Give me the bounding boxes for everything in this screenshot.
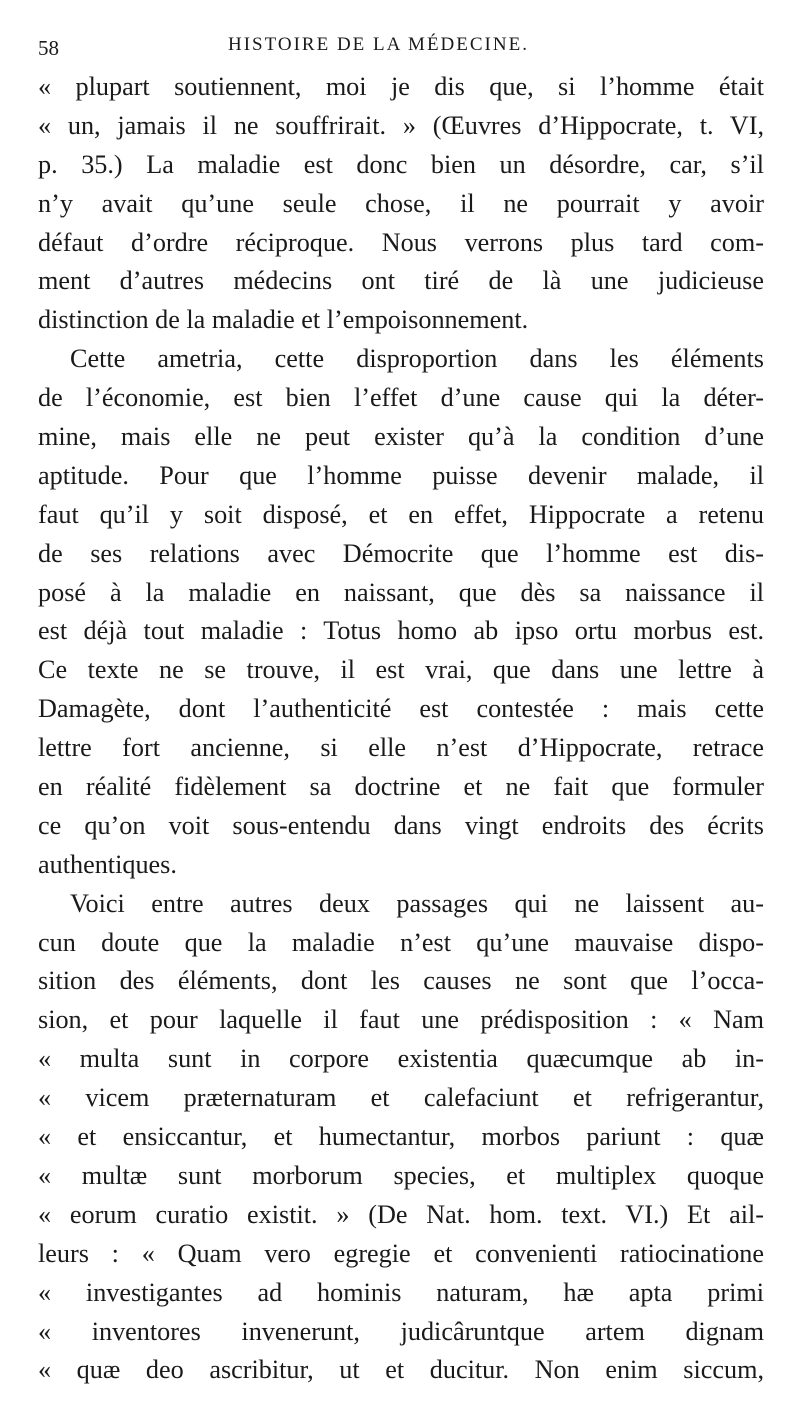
- text-line: sition des éléments, dont les causes ne sont que l’occa-: [38, 966, 764, 996]
- paragraph: [38, 885, 764, 1391]
- text-line: est déjà tout maladie : Totus homo ab ipso ortu morbus est.: [38, 616, 764, 646]
- paragraph: [38, 340, 764, 884]
- text-line: en réalité fidèlement sa doctrine et ne fait que formuler: [38, 772, 764, 802]
- text-line: « eorum curatio existit. » (De Nat. hom. text. VI.) Et ail-: [38, 1199, 764, 1229]
- text-line: « investigantes ad hominis naturam, hæ apta primi: [38, 1277, 764, 1307]
- text-line: cun doute que la maladie n’est qu’une mauvaise dispo-: [38, 927, 764, 957]
- text-line: Cette ametria, cette disproportion dans les éléments: [70, 344, 764, 374]
- text-line: faut qu’il y soit disposé, et en effet, Hippocrate a retenu: [38, 499, 764, 529]
- page-number: 58: [38, 36, 59, 60]
- text-line: sion, et pour laquelle il faut une prédisposition : « Nam: [38, 1005, 764, 1035]
- text-line: « quæ deo ascribitur, ut et ducitur. Non enim siccum,: [38, 1355, 764, 1385]
- text-line: ment d’autres médecins ont tiré de là une judicieuse: [38, 266, 764, 296]
- text-line: authentiques.: [38, 849, 177, 879]
- text-line: « un, jamais il ne souffrirait. » (Œuvres d’Hippocrate, t. VI,: [38, 110, 764, 140]
- text-line: mine, mais elle ne peut exister qu’à la condition d’une: [38, 422, 764, 452]
- paragraph: [38, 68, 764, 340]
- book-page: [38, 28, 764, 1390]
- text-line: « multæ sunt morborum species, et multiplex quoque: [38, 1160, 764, 1190]
- text-line: leurs : « Quam vero egregie et convenienti ratiocinatione: [38, 1238, 764, 1268]
- text-line: n’y avait qu’une seule chose, il ne pourrait y avoir: [38, 188, 764, 218]
- text-line: « plupart soutiennent, moi je dis que, si l’homme était: [38, 72, 764, 101]
- text-line: Voici entre autres deux passages qui ne laissent au-: [70, 888, 764, 918]
- text-line: Damagète, dont l’authenticité est contestée : mais cette: [38, 694, 764, 724]
- text-line: lettre fort ancienne, si elle n’est d’Hippocrate, retrace: [38, 733, 764, 763]
- text-line: « multa sunt in corpore existentia quæcumque ab in-: [38, 1044, 764, 1074]
- text-line: « inventores invenerunt, judicâruntque artem dignam: [38, 1316, 764, 1346]
- body-text: [38, 68, 764, 1390]
- text-line: posé à la maladie en naissant, que dès sa naissance il: [38, 577, 764, 607]
- text-line: aptitude. Pour que l’homme puisse devenir malade, il: [38, 460, 764, 490]
- text-line: « et ensiccantur, et humectantur, morbos pariunt : quæ: [38, 1122, 764, 1152]
- running-head: [38, 28, 764, 68]
- text-line: p. 35.) La maladie est donc bien un désordre, car, s’il: [38, 149, 764, 179]
- running-title: HISTOIRE DE LA MÉDECINE.: [228, 34, 529, 55]
- text-line: distinction de la maladie et l’empoisonnement.: [38, 305, 529, 335]
- text-line: Ce texte ne se trouve, il est vrai, que dans une lettre à: [38, 655, 764, 685]
- text-line: de ses relations avec Démocrite que l’homme est dis-: [38, 538, 764, 568]
- text-line: de l’économie, est bien l’effet d’une cause qui la déter-: [38, 383, 764, 413]
- text-line: défaut d’ordre réciproque. Nous verrons plus tard com-: [38, 227, 764, 257]
- text-line: « vicem præternaturam et calefaciunt et refrigerantur,: [38, 1083, 764, 1113]
- text-line: ce qu’on voit sous-entendu dans vingt endroits des écrits: [38, 810, 764, 840]
